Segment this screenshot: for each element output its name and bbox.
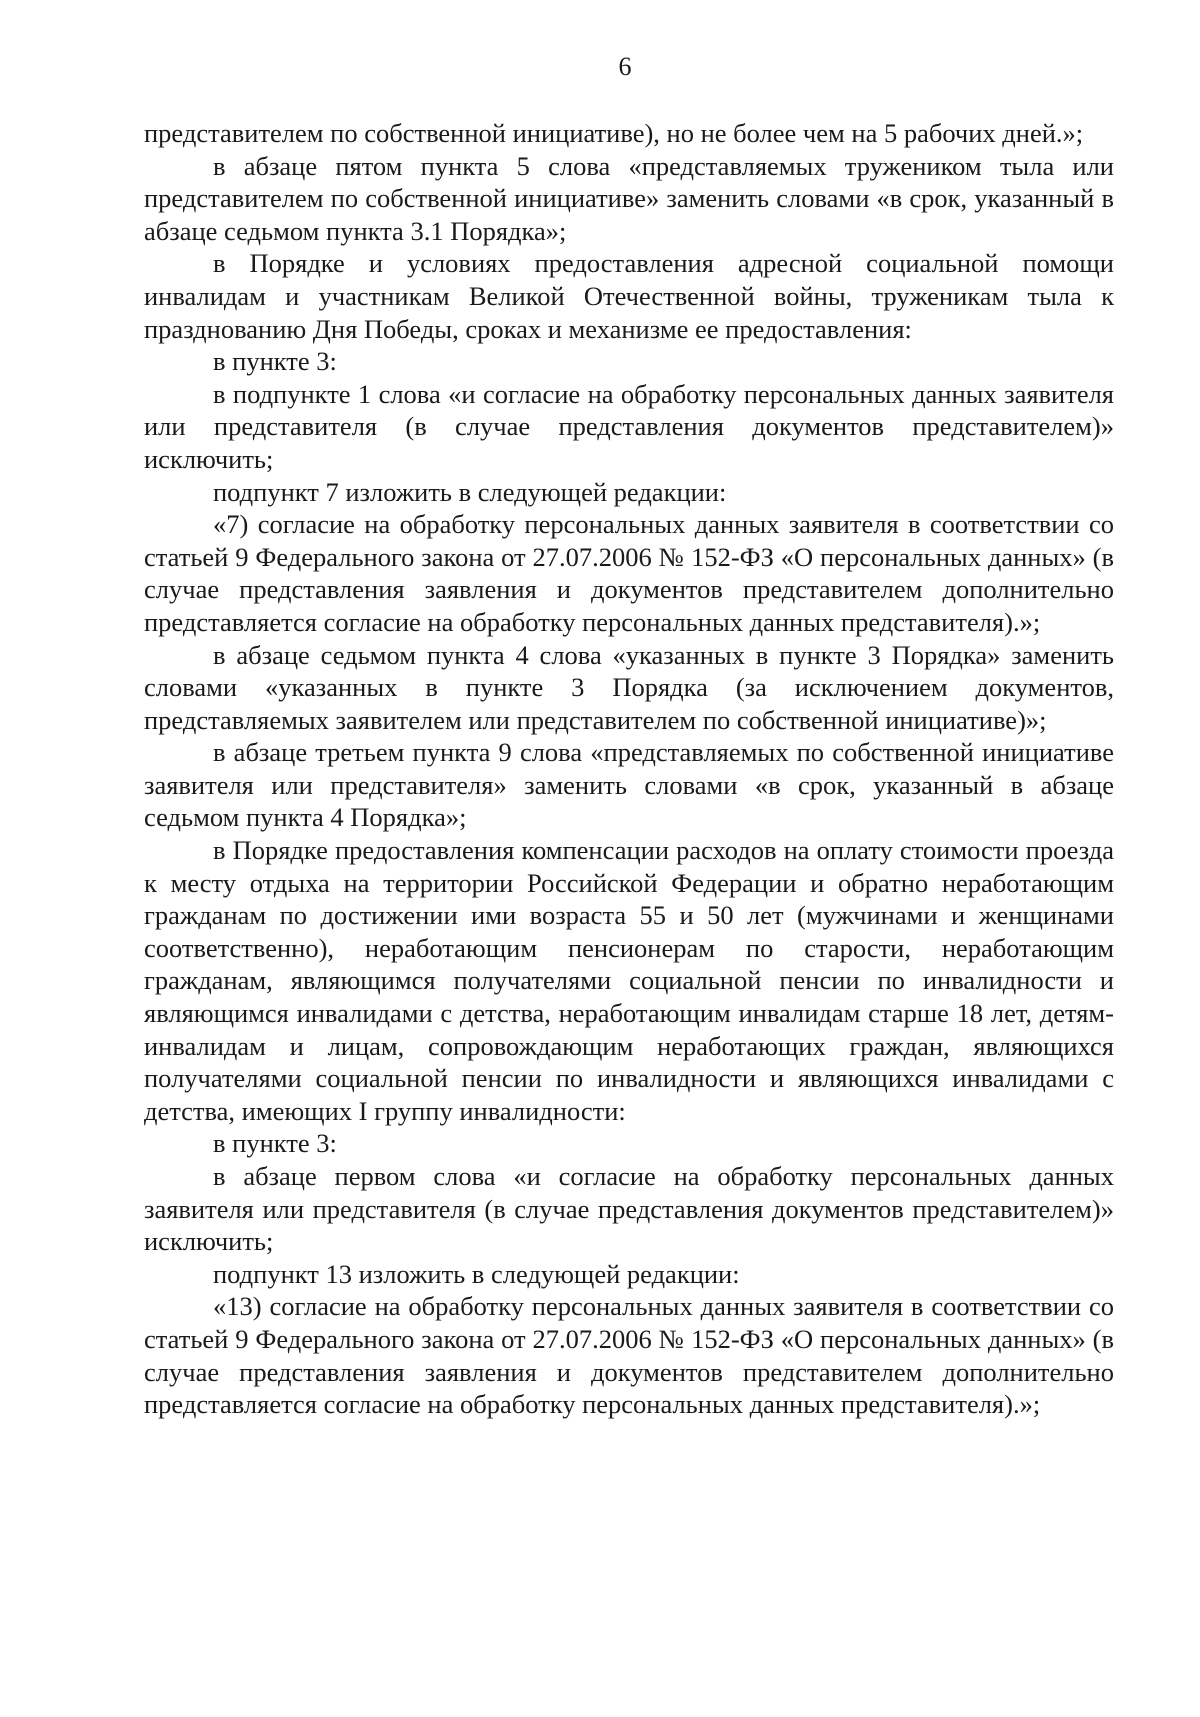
paragraph-item4: в абзаце седьмом пункта 4 слова «указанных в пункте 3 Порядка» заменить словами «указанных в пункте 3 Порядка (за исключением документов, представляемых заявителем или представителем по собственной инициативе)»; [144,639,1114,735]
paragraph-continuation: представителем по собственной инициативе), но не более чем на 5 рабочих дней.»; [144,118,1084,148]
page-number: 6 [618,52,632,81]
paragraph-procedure-travel-compensation: в Порядке предоставления компенсации расходов на оплату стоимости проезда к месту отдыха на территории Российской Федерации и обратно неработающим гражданам по достижении ими возраста 55 и 50 лет (мужчинами и женщинами соответственно), неработающим пенсионерам по старости, неработающим гражданам, являющимся получателями социальной пенсии по инвалидности и являющимся инвалидами с детства, неработающим инвалидам старше 18 лет, детям-инвалидам и лицам, сопровождающим неработающих граждан, являющихся получателями социальной пенсии по инвалидности и являющихся инвалидами с детства, имеющих I группу инвалидности: [144,835,1114,1126]
paragraph-amendment-item5: в абзаце пятом пункта 5 слова «представляемых тружеником тыла или представителем по собственной инициативе» заменить словами «в срок, указанный в абзаце седьмом пункта 3.1 Порядка»; [144,150,1114,246]
document-body [144,117,1114,1421]
paragraph-item9: в абзаце третьем пункта 9 слова «представляемых по собственной инициативе заявителя или представителя» заменить словами «в срок, указанный в абзаце седьмом пункта 4 Порядка»; [144,737,1114,833]
paragraph-subitem13-heading: подпункт 13 изложить в следующей редакции: [213,1258,740,1289]
paragraph-subitem1: в подпункте 1 слова «и согласие на обработку персональных данных заявителя или представителя (в случае представления документов представителем)» исключить; [144,378,1114,474]
paragraph-first-abzac: в абзаце первом слова «и согласие на обработку персональных данных заявителя или представителя (в случае представления документов представителем)» исключить; [144,1161,1114,1257]
paragraph-subitem7-heading: подпункт 7 изложить в следующей редакции: [213,476,727,507]
paragraph-procedure-ww2-veterans: в Порядке и условиях предоставления адресной социальной помощи инвалидам и участникам Великой Отечественной войны, труженикам тыла к празднованию Дня Победы, сроках и механизме ее предоставления: [144,248,1114,344]
paragraph-item3-heading: в пункте 3: [213,346,337,377]
paragraph-subitem13-text: «13) согласие на обработку персональных данных заявителя в соответствии со статьей 9 Федерального закона от 27.07.2006 № 152-ФЗ «О персональных данных» (в случае представления заявления и документов представителем дополнительно представляется согласие на обработку персональных данных представителя).»; [144,1291,1114,1420]
paragraph-subitem7-text: «7) согласие на обработку персональных данных заявителя в соответствии со статьей 9 Федерального закона от 27.07.2006 № 152-ФЗ «О персональных данных» (в случае представления заявления и документов представителем дополнительно представляется согласие на обработку персональных данных представителя).»; [144,509,1114,637]
paragraph-item3-heading-2: в пункте 3: [213,1128,337,1159]
